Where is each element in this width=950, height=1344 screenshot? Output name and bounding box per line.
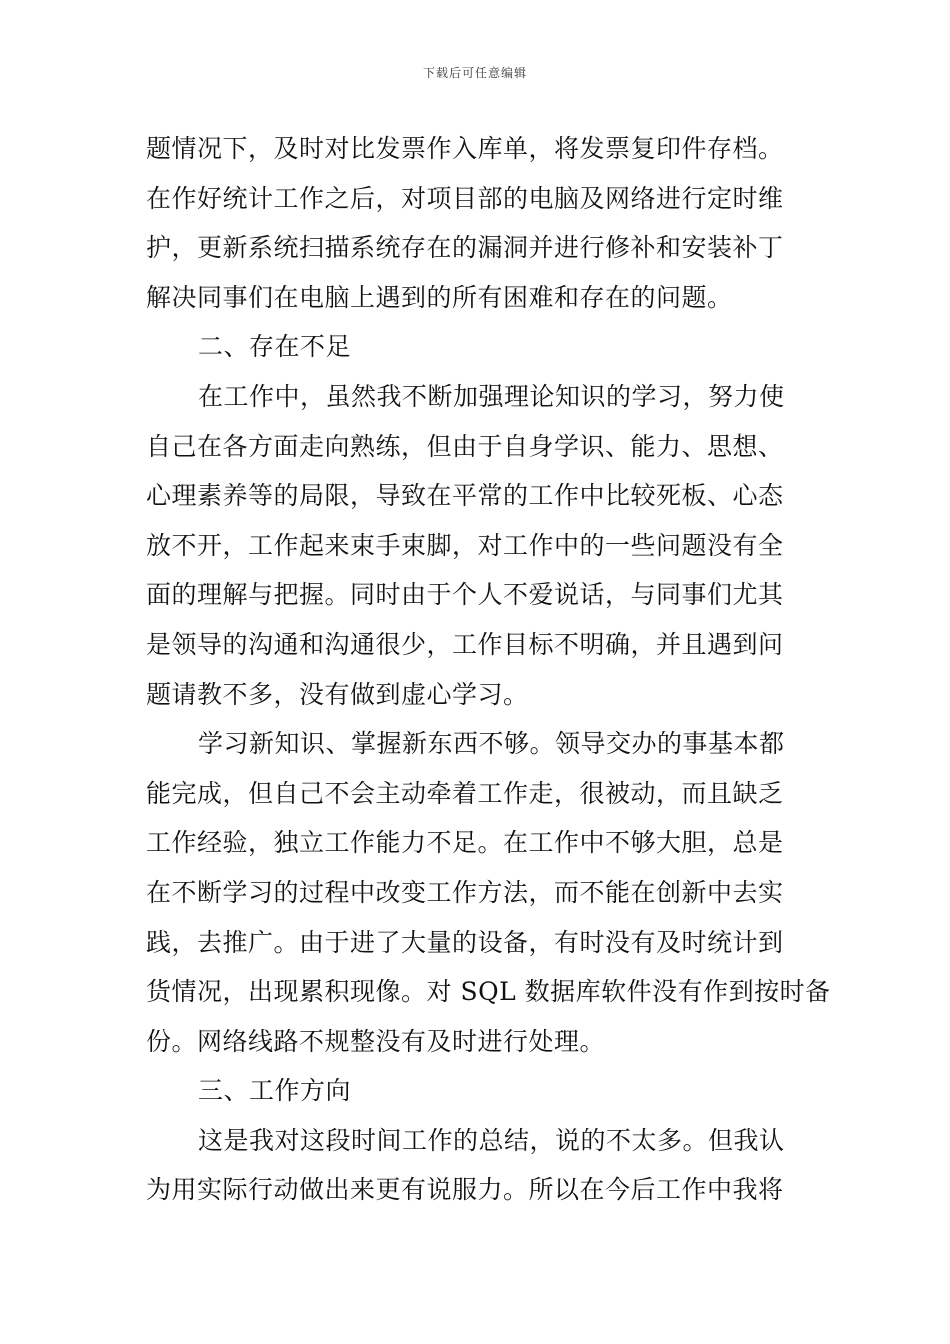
page-header: 下载后可任意编辑 [422, 66, 527, 80]
text-line: 放不开，工作起来束手束脚，对工作中的一些问题没有全 [146, 530, 784, 560]
text-line: 解决同事们在电脑上遇到的所有困难和存在的问题。 [146, 282, 733, 312]
text-line: 在不断学习的过程中改变工作方法，而不能在创新中去实 [146, 877, 784, 907]
text-line: 在作好统计工作之后，对项目部的电脑及网络进行定时维 [146, 183, 784, 213]
text-line: 能完成，但自己不会主动牵着工作走，很被动，而且缺乏 [146, 778, 784, 808]
document-body [146, 124, 831, 1215]
section-heading: 三、工作方向 [198, 1076, 352, 1106]
section-heading: 二、存在不足 [198, 332, 352, 362]
text-line: 货情况，出现累积现像。对 SQL 数据库软件没有作到按时备 [146, 977, 831, 1007]
text-line: 份。网络线路不规整没有及时进行处理。 [146, 1026, 606, 1056]
text-line: 工作经验，独立工作能力不足。在工作中不够大胆，总是 [146, 828, 784, 858]
text-line: 学习新知识、掌握新东西不够。领导交办的事基本都 [198, 729, 785, 759]
text-line: 题情况下，及时对比发票作入库单，将发票复印件存档。 [146, 134, 784, 163]
text-line: 心理素养等的局限，导致在平常的工作中比较死板、心态 [146, 481, 784, 511]
text-line: 为用实际行动做出来更有说服力。所以在今后工作中我将 [146, 1175, 784, 1205]
text-line: 践，去推广。由于进了大量的设备，有时没有及时统计到 [146, 927, 784, 957]
text-line: 在工作中，虽然我不断加强理论知识的学习，努力使 [198, 381, 785, 411]
text-line: 是领导的沟通和沟通很少，工作目标不明确，并且遇到问 [146, 629, 784, 659]
text-line: 自己在各方面走向熟练，但由于自身学识、能力、思想、 [146, 431, 784, 461]
text-line: 护，更新系统扫描系统存在的漏洞并进行修补和安装补丁 [146, 233, 784, 263]
text-line: 面的理解与把握。同时由于个人不爱说话，与同事们尤其 [146, 580, 784, 610]
text-line: 这是我对这段时间工作的总结，说的不太多。但我认 [198, 1125, 785, 1155]
text-line: 题请教不多，没有做到虚心学习。 [146, 679, 529, 709]
